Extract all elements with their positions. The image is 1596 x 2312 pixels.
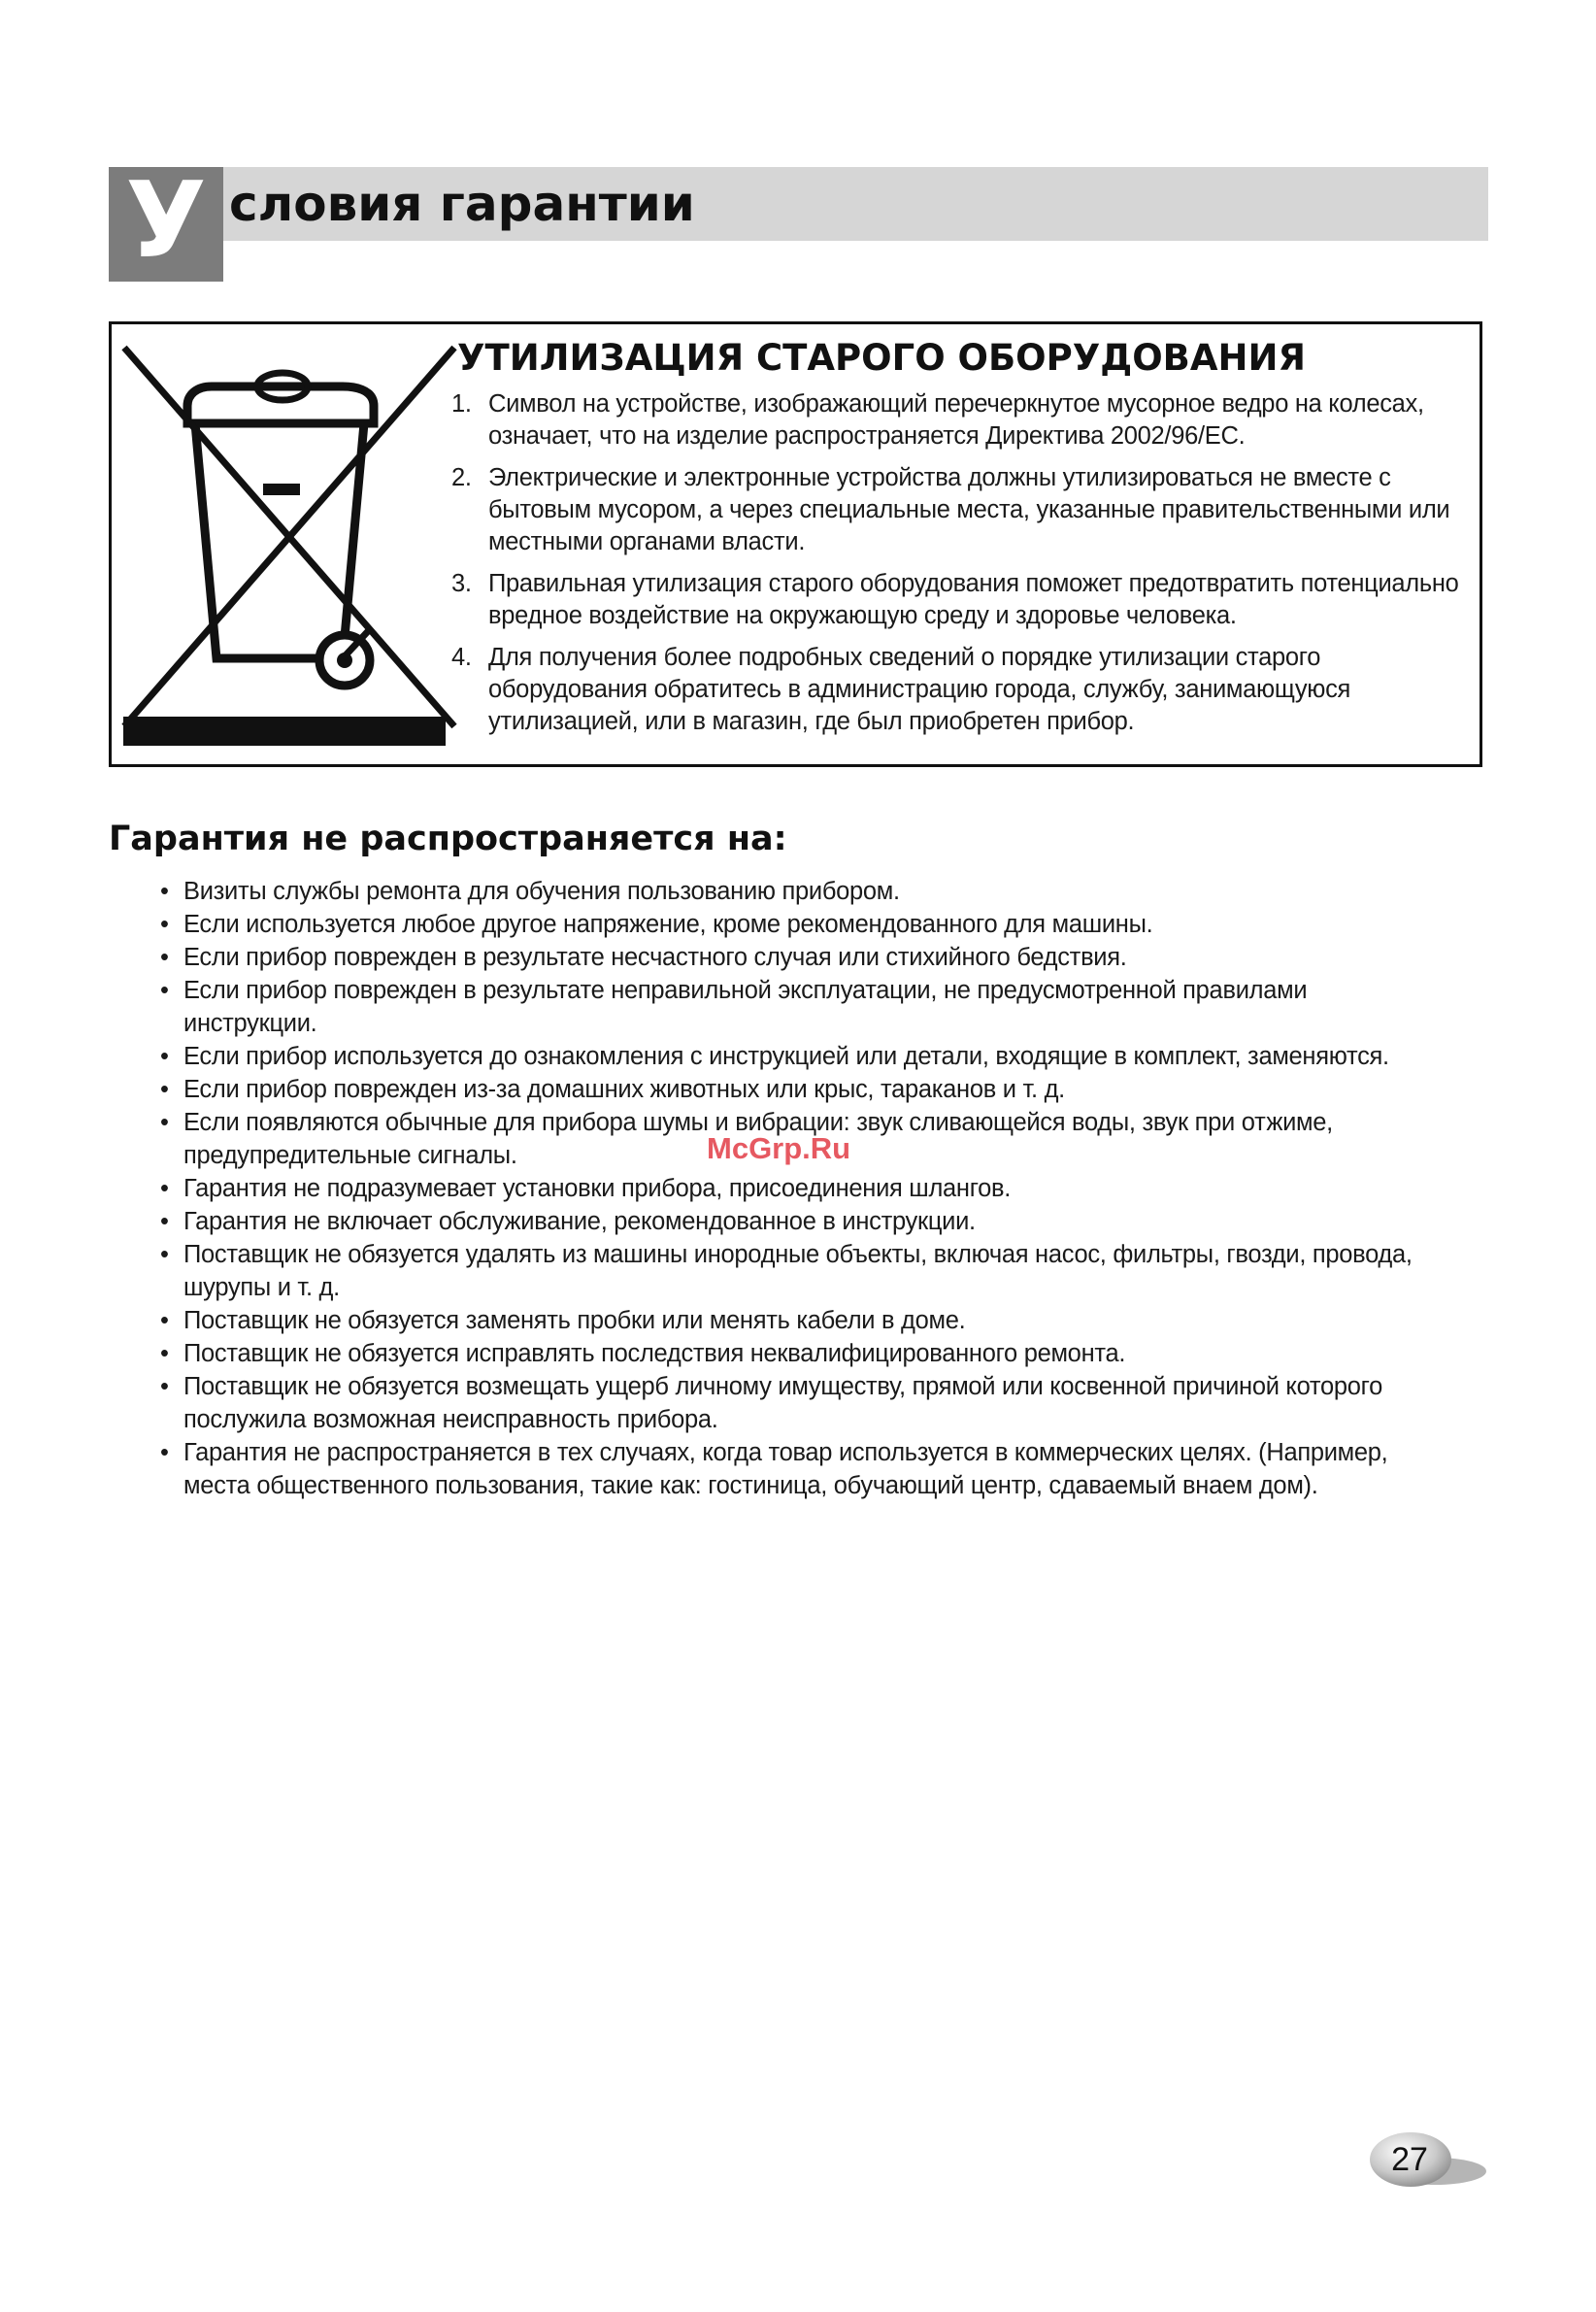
- list-item: [160, 1172, 1442, 1205]
- bullet: •: [160, 1208, 169, 1235]
- section-header-title: словия гарантии: [229, 176, 695, 232]
- bullet: •: [160, 1175, 169, 1202]
- bullet: •: [160, 1307, 169, 1334]
- page-number-badge: [1364, 2127, 1490, 2198]
- list-item: [160, 908, 1442, 941]
- list-item-text: Правильная утилизация старого оборудования поможет предотвратить потенциально вредное воздействие на окружающую среду и здоровье человека.: [488, 570, 1459, 629]
- list-number: 2.: [451, 464, 472, 491]
- list-item-text: Если прибор поврежден из-за домашних животных или крыс, тараканов и т. д.: [183, 1076, 1065, 1103]
- recycling-list-item: [451, 388, 1471, 452]
- bullet: •: [160, 878, 169, 905]
- list-number: 3.: [451, 570, 472, 597]
- list-item-text: Гарантия не включает обслуживание, рекомендованное в инструкции.: [183, 1208, 976, 1235]
- list-item: [160, 1304, 1442, 1337]
- list-item: [160, 1370, 1442, 1436]
- list-item: [160, 1073, 1442, 1106]
- list-item-text: Для получения более подробных сведений о порядке утилизации старого оборудования обратитесь в администрацию города, службу, занимающуюся утилизацией, или в магазин, где был приобретен прибор.: [488, 644, 1351, 735]
- list-item-text: Символ на устройстве, изображающий перечеркнутое мусорное ведро на колесах, означает, что на изделие распространяется Директива 2002/96/EC.: [488, 390, 1424, 450]
- list-item-text: Поставщик не обязуется возмещать ущерб личному имуществу, прямой или косвенной причиной которого послужила возможная неисправность прибора.: [183, 1373, 1382, 1433]
- list-item: [160, 1238, 1442, 1304]
- list-item-text: Если появляются обычные для прибора шумы и вибрации: звук сливающейся воды, звук при отжиме, предупредительные сигналы.: [183, 1109, 1333, 1169]
- list-item: [160, 1040, 1442, 1073]
- recycling-list-item: [451, 642, 1471, 738]
- list-item: [160, 875, 1442, 908]
- list-item-text: Поставщик не обязуется заменять пробки или менять кабели в доме.: [183, 1307, 966, 1334]
- bullet: •: [160, 1076, 169, 1103]
- exclusions-list: [160, 875, 1442, 1502]
- list-number: 4.: [451, 644, 472, 671]
- bullet: •: [160, 1373, 169, 1400]
- recycling-list-item: [451, 568, 1471, 632]
- list-item-text: Электрические и электронные устройства должны утилизироваться не вместе с бытовым мусором, а через специальные места, указанные правительственными или местными органами власти.: [488, 464, 1450, 555]
- list-item-text: Гарантия не распространяется в тех случаях, когда товар используется в коммерческих целях. (Например, места общественного пользования, такие как: гостиница, обучающий центр, сдаваемый внаем дом).: [183, 1439, 1388, 1499]
- list-item: [160, 1337, 1442, 1370]
- list-item-text: Если используется любое другое напряжение, кроме рекомендованного для машины.: [183, 911, 1153, 938]
- list-item: [160, 974, 1442, 1040]
- list-item-text: Если прибор поврежден в результате несчастного случая или стихийного бедствия.: [183, 944, 1127, 971]
- list-item-text: Если прибор поврежден в результате неправильной эксплуатации, не предусмотренной правилами инструкции.: [183, 977, 1308, 1037]
- list-item: [160, 1436, 1442, 1502]
- exclusions-title: Гарантия не распространяется на:: [109, 820, 787, 858]
- recycling-list: [451, 388, 1471, 748]
- recycling-title: УТИЛИЗАЦИЯ СТАРОГО ОБОРУДОВАНИЯ: [457, 337, 1306, 379]
- section-header-initial: У: [109, 167, 223, 282]
- bullet: •: [160, 1439, 169, 1466]
- bullet: •: [160, 944, 169, 971]
- bullet: •: [160, 1340, 169, 1367]
- watermark: McGrp.Ru: [707, 1131, 851, 1165]
- list-item-text: Поставщик не обязуется удалять из машины инородные объекты, включая насос, фильтры, гвозди, провода, шурупы и т. д.: [183, 1241, 1413, 1301]
- list-item-text: Если прибор используется до ознакомления с инструкцией или детали, входящие в комплект, заменяются.: [183, 1043, 1389, 1070]
- crossed-out-wheelie-bin-icon: [119, 338, 459, 746]
- bullet: •: [160, 977, 169, 1004]
- recycling-list-item: [451, 462, 1471, 558]
- list-item: [160, 1205, 1442, 1238]
- bullet: •: [160, 1043, 169, 1070]
- page-number: 27: [1391, 2141, 1428, 2178]
- bullet: •: [160, 1241, 169, 1268]
- list-item-text: Визиты службы ремонта для обучения пользованию прибором.: [183, 878, 900, 905]
- bullet: •: [160, 911, 169, 938]
- recycling-info-box: [109, 321, 1482, 767]
- list-item-text: Гарантия не подразумевает установки прибора, присоединения шлангов.: [183, 1175, 1012, 1202]
- list-item: [160, 941, 1442, 974]
- bullet: •: [160, 1109, 169, 1136]
- list-item-text: Поставщик не обязуется исправлять последствия неквалифицированного ремонта.: [183, 1340, 1126, 1367]
- list-number: 1.: [451, 390, 472, 418]
